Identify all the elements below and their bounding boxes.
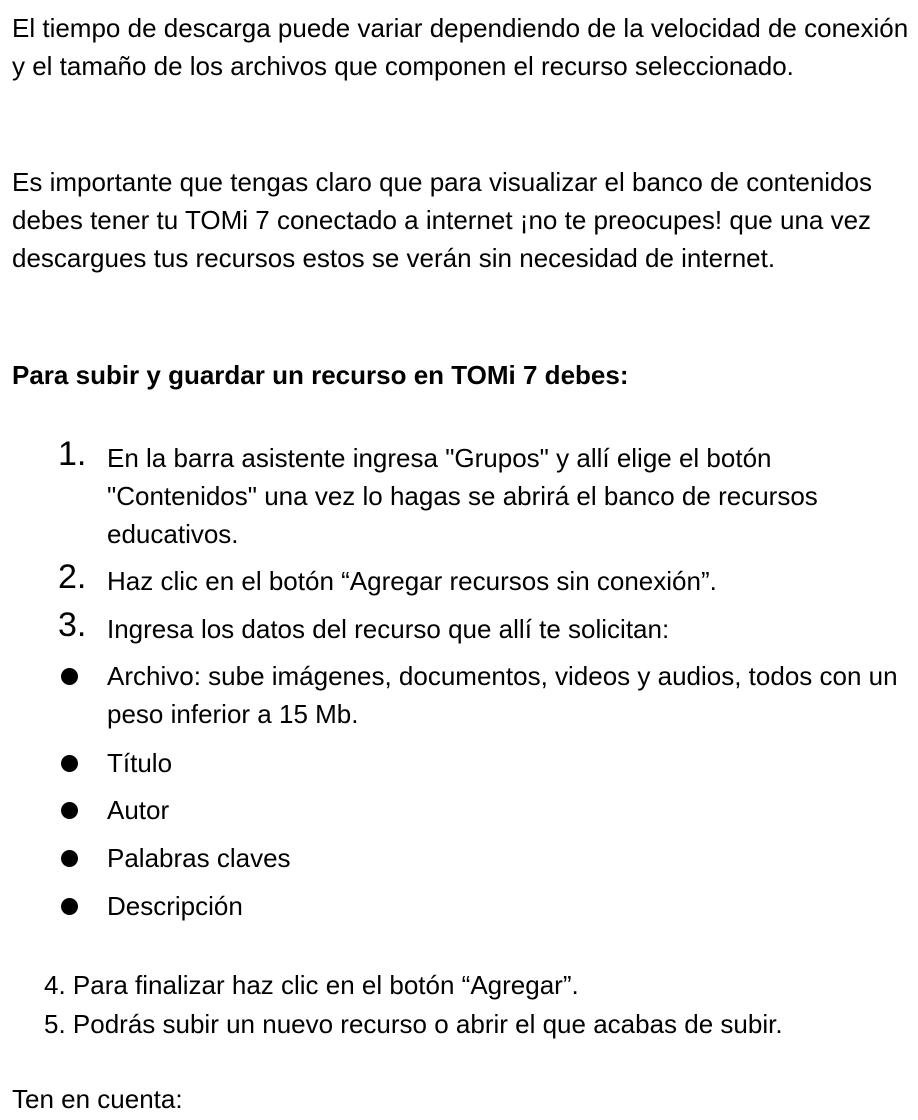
step-number: 3. bbox=[58, 606, 87, 644]
bullet-text: Autor bbox=[107, 795, 170, 825]
download-time-paragraph: El tiempo de descarga puede variar dependiendo de la velocidad de conexión y el tamaño de los archivos que componen el recurso seleccionado. bbox=[12, 13, 909, 81]
bullet-icon bbox=[61, 802, 78, 819]
bullet-icon bbox=[61, 755, 78, 772]
upload-heading: Para subir y guardar un recurso en TOMi 7 debes: bbox=[12, 360, 629, 390]
bullet-icon bbox=[61, 898, 78, 915]
bullet-text: Título bbox=[107, 748, 173, 778]
step-text: En la barra asistente ingresa "Grupos" y allí elige el botón "Contenidos" una vez lo hagas se abrirá el banco de recursos educativos. bbox=[107, 443, 818, 549]
step-text: Haz clic en el botón “Agregar recursos sin conexión”. bbox=[107, 566, 717, 596]
bullet-text: Palabras claves bbox=[107, 843, 291, 873]
internet-note-paragraph: Es importante que tengas claro que para visualizar el banco de contenidos debes tener tu TOMi 7 conectado a internet ¡no te preocupes! que una vez descargues tus recursos estos se verán sin necesidad de internet. bbox=[12, 167, 872, 273]
step-text: Ingresa los datos del recurso que allí te solicitan: bbox=[107, 614, 670, 644]
step-number: 1. bbox=[58, 435, 87, 473]
footer-note: Ten en cuenta: bbox=[12, 1084, 183, 1114]
bullet-text: Archivo: sube imágenes, documentos, videos y audios, todos con un peso inferior a 15 Mb. bbox=[107, 661, 898, 729]
step-number: 2. bbox=[58, 558, 87, 596]
bullet-icon bbox=[61, 850, 78, 867]
list-item: 4. Para finalizar haz clic en el botón “Agregar”. bbox=[44, 970, 579, 1000]
bullet-icon bbox=[61, 668, 78, 685]
list-item: 5. Podrás subir un nuevo recurso o abrir el que acabas de subir. bbox=[44, 1009, 783, 1039]
bullet-text: Descripción bbox=[107, 891, 243, 921]
